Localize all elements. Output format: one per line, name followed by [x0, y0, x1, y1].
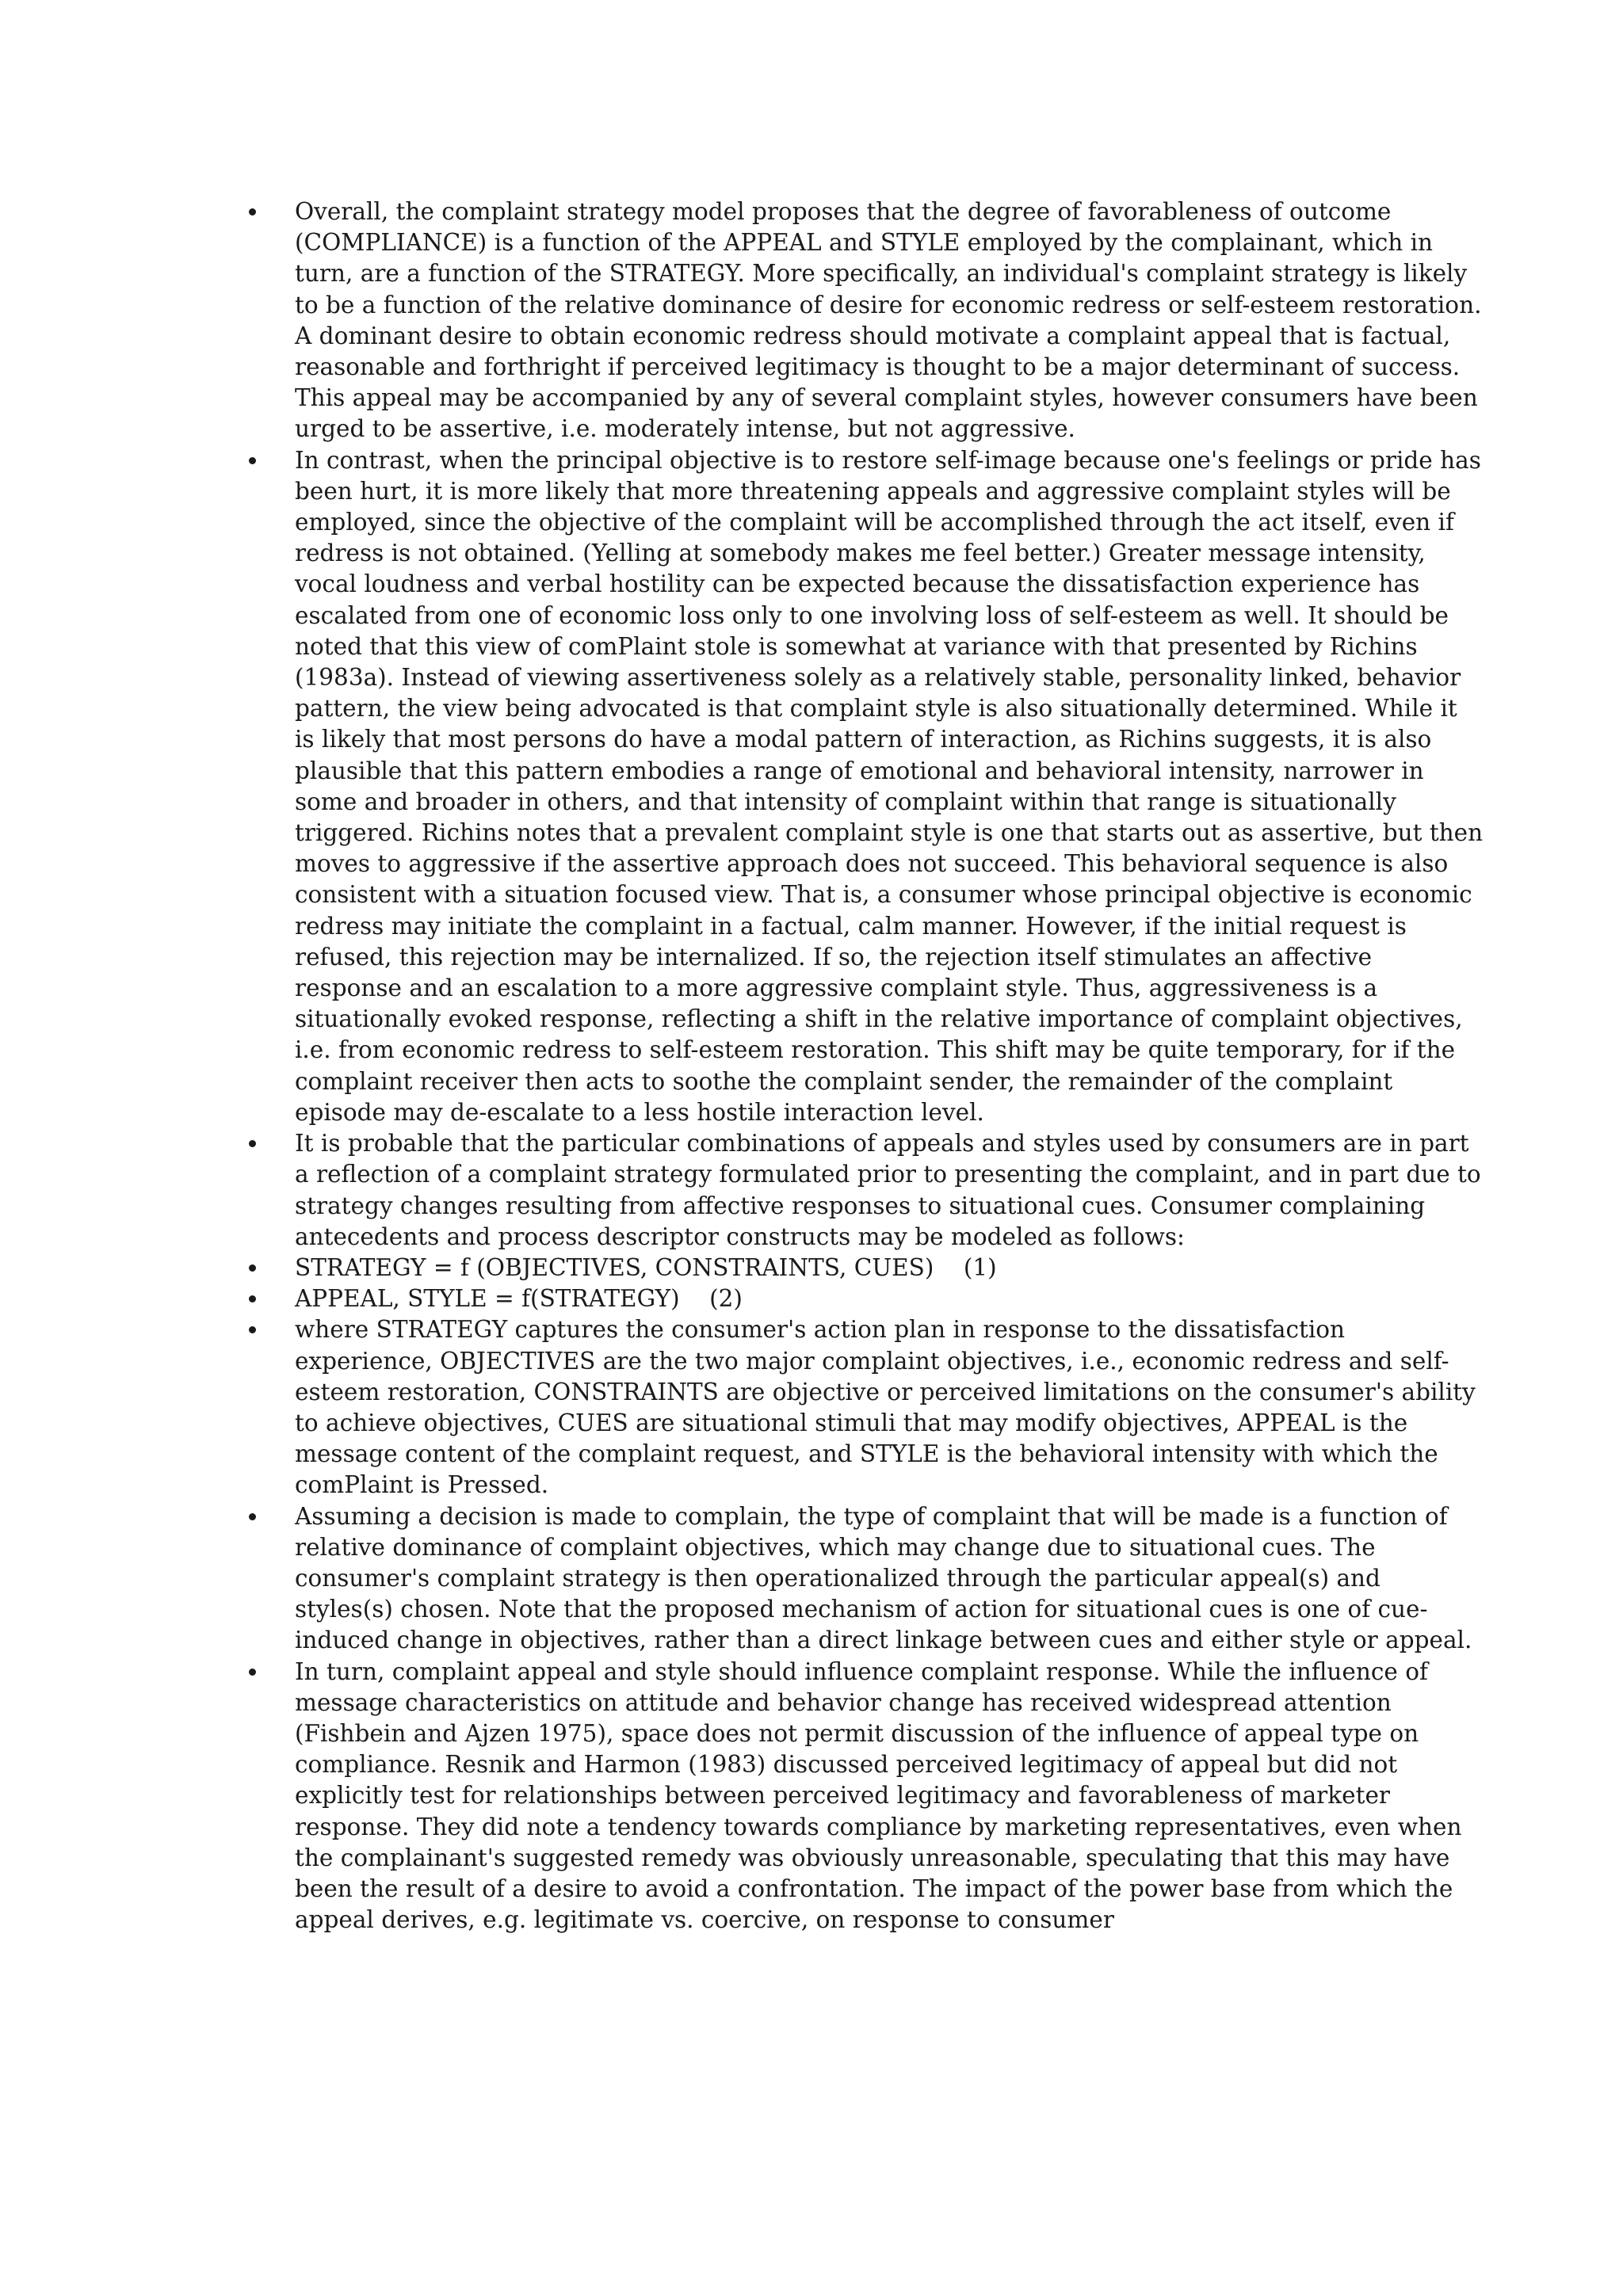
- bullet-dot-icon: [249, 1513, 256, 1520]
- list-item-text: Assuming a decision is made to complain, the type of complaint that will be made is a function of relative dominance of complaint objectives, which may change due to situational cues. The consumer's complaint strategy is then operationalized through the particular appeal(s) and styles(s) chosen. Note that the proposed mechanism of action for situational cues is one of cue-induced change in objectives, rather than a direct linkage between cues and either style or appeal.: [295, 1502, 1472, 1654]
- list-item: [295, 1501, 1484, 1657]
- list-item-text: Overall, the complaint strategy model proposes that the degree of favorableness of outcome (COMPLIANCE) is a function of the APPEAL and STYLE employed by the complainant, which in turn, are a function of the STRATEGY. More specifically, an individual's complaint strategy is likely to be a function of the relative dominance of desire for economic redress or self-esteem restoration. A dominant desire to obtain economic redress should motivate a complaint appeal that is factual, reasonable and forthright if perceived legitimacy is thought to be a major determinant of success. This appeal may be accompanied by any of several complaint styles, however consumers have been urged to be assertive, i.e. moderately intense, but not aggressive.: [295, 198, 1482, 443]
- list-item-text: where STRATEGY captures the consumer's action plan in response to the dissatisfaction experience, OBJECTIVES are the two major complaint objectives, i.e., economic redress and self-esteem restoration, CONSTRAINTS are objective or perceived limitations on the consumer's ability to achieve objectives, CUES are situational stimuli that may modify objectives, APPEAL is the message content of the complaint request, and STYLE is the behavioral intensity with which the comPlaint is Pressed.: [295, 1316, 1476, 1499]
- list-item: [295, 1283, 1484, 1314]
- list-item: [295, 445, 1484, 1128]
- list-item-text: In contrast, when the principal objective is to restore self-image because one's feelings or pride has been hurt, it is more likely that more threatening appeals and aggressive complaint styles will be employed, since the objective of the complaint will be accomplished through the act itself, even if redress is not obtained. (Yelling at somebody makes me feel better.) Greater message intensity, vocal loudness and verbal hostility can be expected because the dissatisfaction experience has escalated from one of economic loss only to one involving loss of self-esteem as well. It should be noted that this view of comPlaint stole is somewhat at variance with that presented by Richins (1983a). Instead of viewing assertiveness solely as a relatively stable, personality linked, behavior pattern, the view being advocated is that complaint style is also situationally determined. While it is likely that most persons do have a modal pattern of interaction, as Richins suggests, it is also plausible that this pattern embodies a range of emotional and behavioral intensity, narrower in some and broader in others, and that intensity of complaint within that range is situationally triggered. Richins notes that a prevalent complaint style is one that starts out as assertive, but then moves to aggressive if the assertive approach does not succeed. This behavioral sequence is also consistent with a situation focused view. That is, a consumer whose principal objective is economic redress may initiate the complaint in a factual, calm manner. However, if the initial request is refused, this rejection may be internalized. If so, the rejection itself stimulates an affective response and an escalation to a more aggressive complaint style. Thus, aggressiveness is a situationally evoked response, reflecting a shift in the relative importance of complaint objectives, i.e. from economic redress to self-esteem restoration. This shift may be quite temporary, for if the complaint receiver then acts to soothe the complaint sender, the remainder of the complaint episode may de-escalate to a less hostile interaction level.: [295, 446, 1484, 1126]
- bullet-dot-icon: [249, 1669, 256, 1676]
- bullet-dot-icon: [249, 1295, 256, 1302]
- bullet-dot-icon: [249, 1264, 256, 1272]
- bullet-dot-icon: [249, 208, 256, 215]
- equation-text: STRATEGY = f (OBJECTIVES, CONSTRAINTS, CUES) (1): [295, 1253, 997, 1281]
- list-item: [295, 1253, 1484, 1283]
- bullet-dot-icon: [249, 1140, 256, 1147]
- list-item-text: It is probable that the particular combinations of appeals and styles used by consumers are in part a reflection of a complaint strategy formulated prior to presenting the complaint, and in part due to strategy changes resulting from affective responses to situational cues. Consumer complaining antecedents and process descriptor constructs may be modeled as follows:: [295, 1130, 1481, 1250]
- list-item: [295, 196, 1484, 445]
- list-item-text: In turn, complaint appeal and style should influence complaint response. While the influence of message characteristics on attitude and behavior change has received widespread attention (Fishbein and Ajzen 1975), space does not permit discussion of the influence of appeal type on compliance. Resnik and Harmon (1983) discussed perceived legitimacy of appeal but did not explicitly test for relationships between perceived legitimacy and favorableness of marketer response. They did note a tendency towards compliance by marketing representatives, even when the complainant's suggested remedy was obviously unreasonable, speculating that this may have been the result of a desire to avoid a confrontation. The impact of the power base from which the appeal derives, e.g. legitimate vs. coercive, on response to consumer: [295, 1657, 1462, 1934]
- list-item: [295, 1128, 1484, 1253]
- list-item: [295, 1657, 1484, 1936]
- bullet-dot-icon: [249, 1326, 256, 1333]
- bullet-list: [238, 196, 1484, 1936]
- bullet-dot-icon: [249, 457, 256, 464]
- list-item: [295, 1314, 1484, 1501]
- equation-text: APPEAL, STYLE = f(STRATEGY) (2): [295, 1285, 743, 1313]
